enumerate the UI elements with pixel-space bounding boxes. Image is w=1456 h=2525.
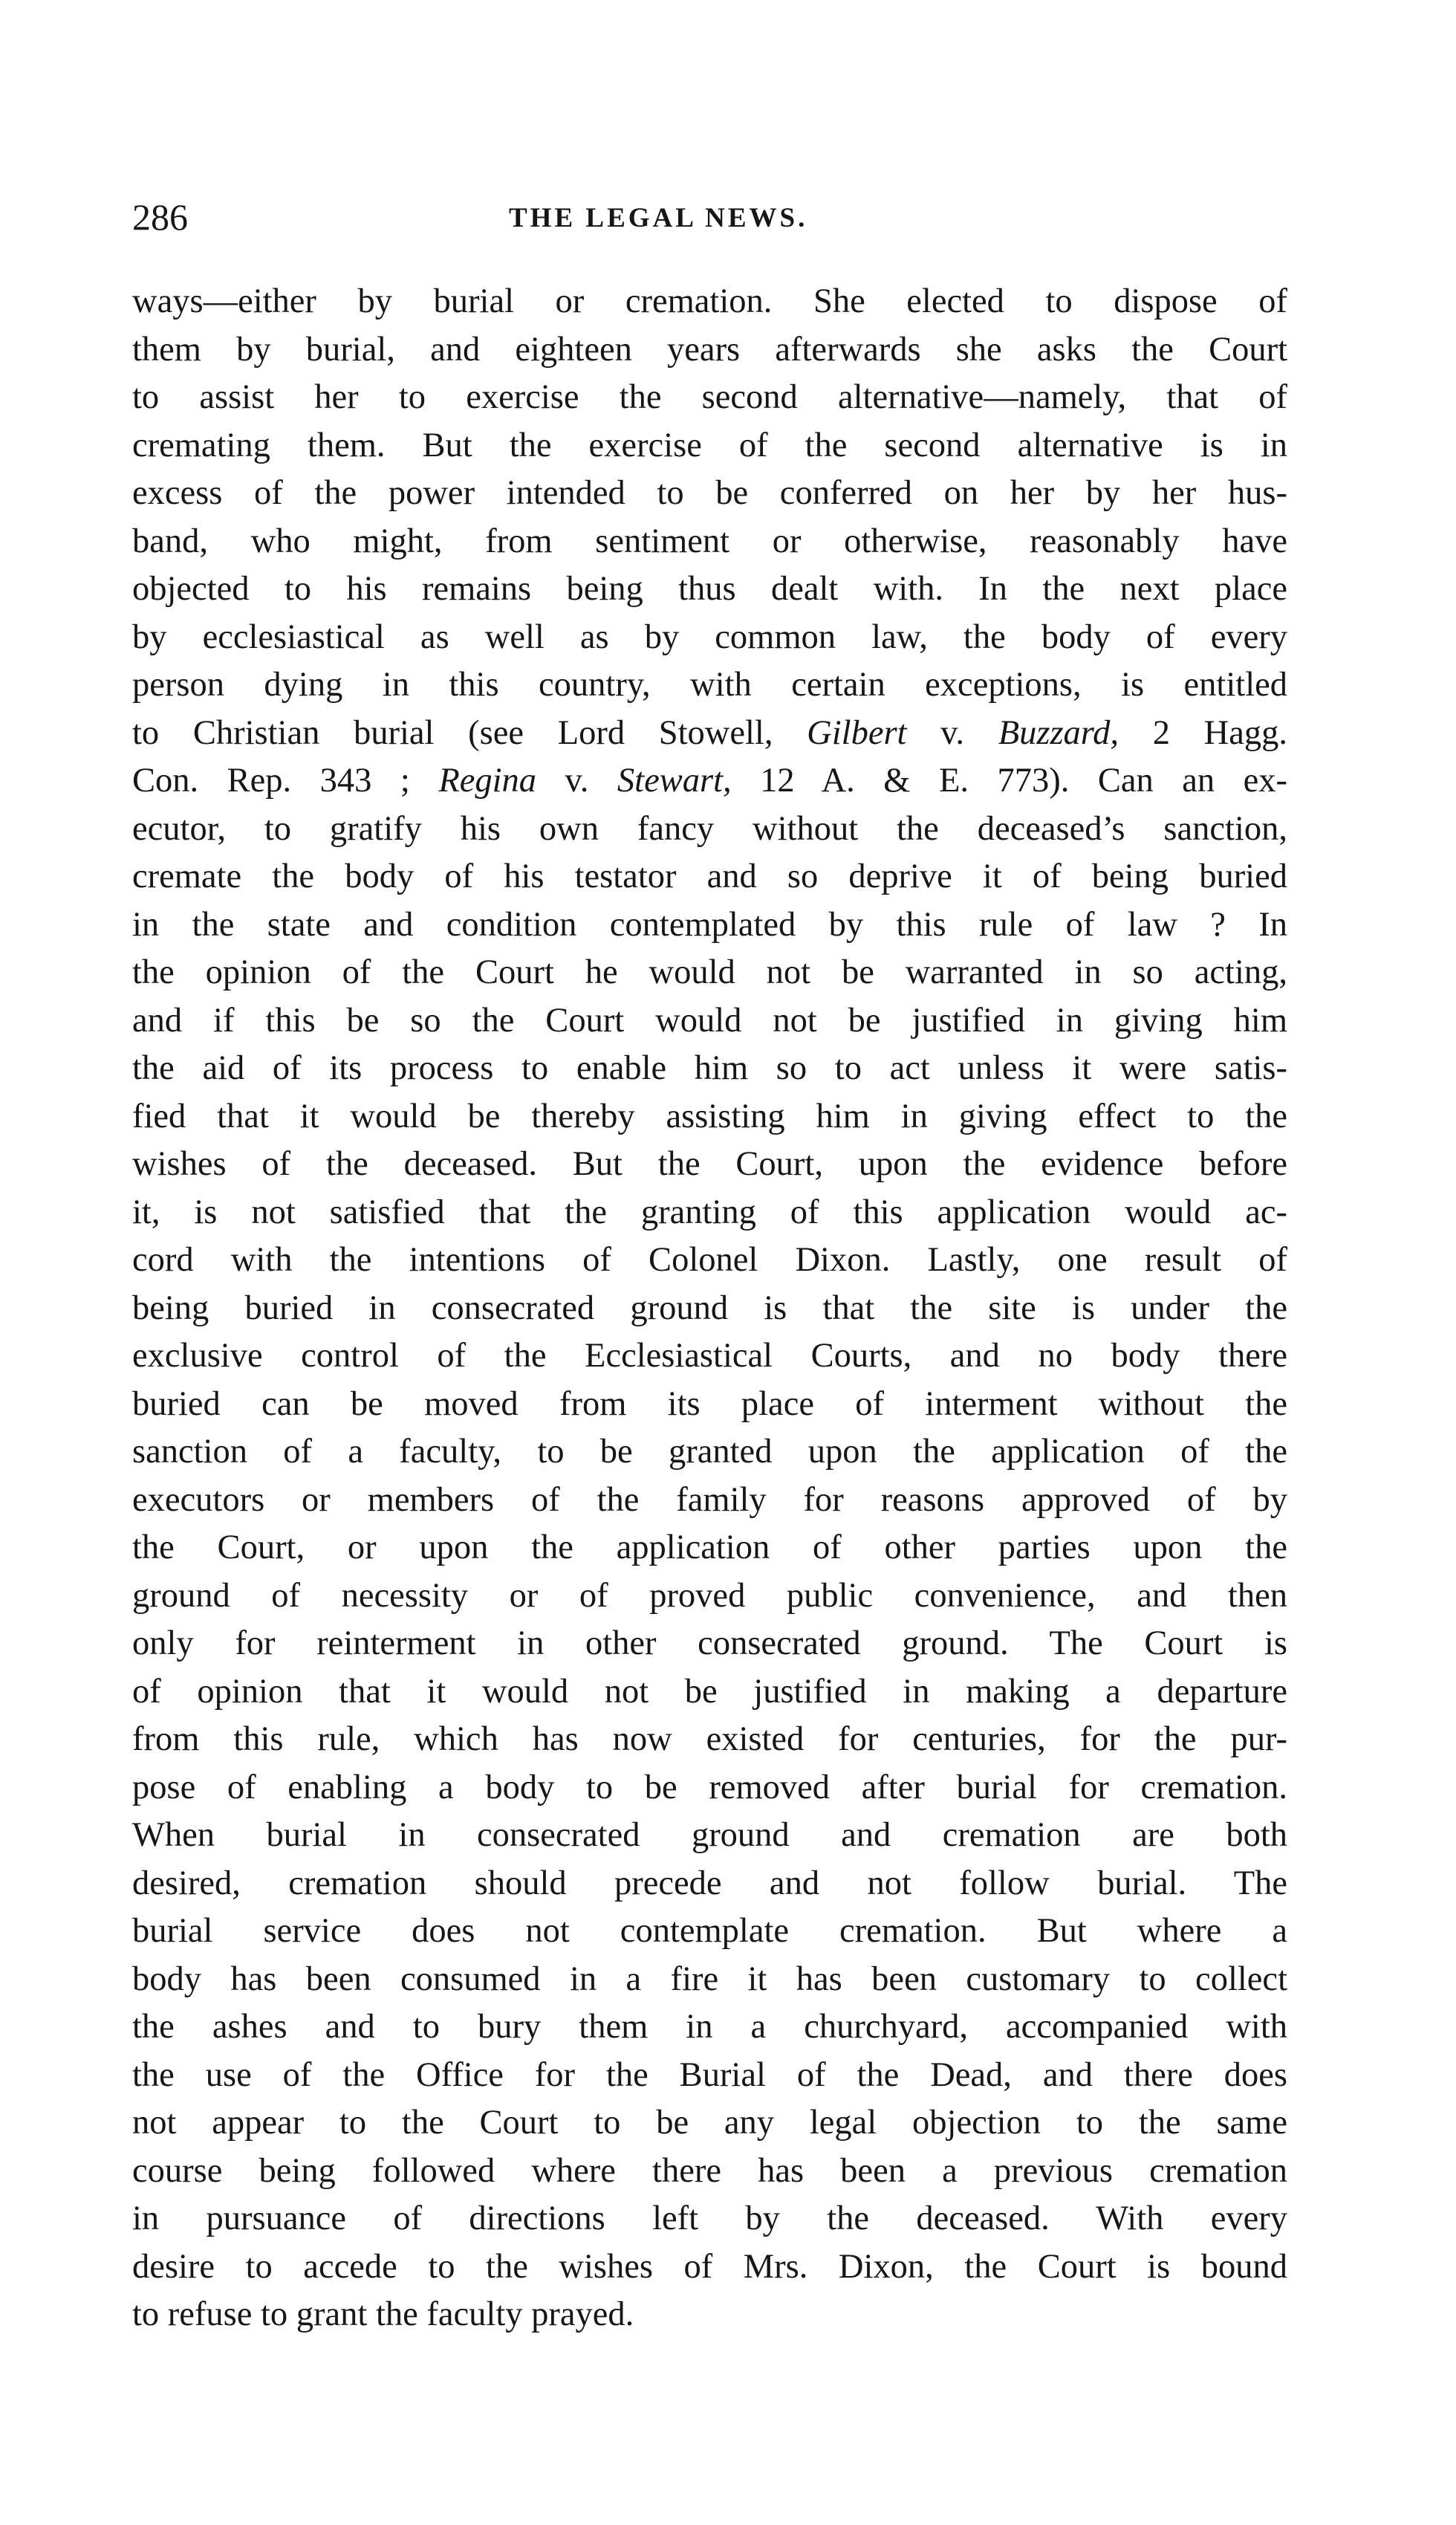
text-line: executors or members of the family for reasons approved of by <box>132 1480 1287 1519</box>
text-line: buried can be moved from its place of interment without the <box>132 1384 1287 1423</box>
text-line: to refuse to grant the faculty prayed. <box>132 2295 634 2333</box>
text-line: the ashes and to bury them in a churchyard, accompanied with <box>132 2008 1287 2046</box>
text-line: excess of the power intended to be conferred on her by her hus- <box>132 474 1287 512</box>
running-title: THE LEGAL NEWS. <box>509 203 808 233</box>
text-line: the aid of its process to enable him so to act unless it were satis- <box>132 1049 1287 1087</box>
text-line: Con. Rep. 343 ; Regina v. Stewart, 12 A. & E. 773). Can an ex- <box>132 762 1287 800</box>
text-line: body has been consumed in a fire it has been customary to collect <box>132 1960 1287 1998</box>
text-line: to Christian burial (see Lord Stowell, Gilbert v. Buzzard, 2 Hagg. <box>132 713 1287 752</box>
body-paragraph <box>132 278 1287 2339</box>
text-line: to assist her to exercise the second alternative—namely, that of <box>132 378 1287 416</box>
text-line: ground of necessity or of proved public convenience, and then <box>132 1576 1287 1615</box>
text-line: in pursuance of directions left by the deceased. With every <box>132 2200 1287 2237</box>
text-line: not appear to the Court to be any legal objection to the same <box>132 2104 1287 2142</box>
text-line: the Court, or upon the application of other parties upon the <box>132 1529 1287 1566</box>
text-line: it, is not satisfied that the granting of this application would ac- <box>132 1193 1287 1231</box>
text-line: course being followed where there has been a previous cremation <box>132 2151 1287 2190</box>
text-line: cord with the intentions of Colonel Dixon. Lastly, one result of <box>132 1241 1287 1279</box>
page-number: 286 <box>132 196 188 238</box>
text-line: the use of the Office for the Burial of the Dead, and there does <box>132 2055 1287 2094</box>
page-header <box>132 195 1291 247</box>
text-line: the opinion of the Court he would not be warranted in so acting, <box>132 953 1287 991</box>
text-line: cremating them. But the exercise of the second alternative is in <box>132 426 1287 464</box>
text-line: person dying in this country, with certain exceptions, is entitled <box>132 666 1287 704</box>
text-line: sanction of a faculty, to be granted upon the application of the <box>132 1433 1287 1471</box>
text-line: being buried in consecrated ground is that the site is under the <box>132 1289 1287 1327</box>
text-line: of opinion that it would not be justified in making a departure <box>132 1672 1287 1711</box>
text-line: in the state and condition contemplated by this rule of law ? In <box>132 905 1287 944</box>
text-line: cremate the body of his testator and so deprive it of being buried <box>132 858 1287 895</box>
text-line: and if this be so the Court would not be justified in giving him <box>132 1001 1287 1040</box>
text-line: from this rule, which has now existed for centuries, for the pur- <box>132 1720 1287 1758</box>
text-line: ecutor, to gratify his own fancy without the deceased’s sanction, <box>132 809 1287 848</box>
text-line: exclusive control of the Ecclesiastical Courts, and no body there <box>132 1337 1287 1375</box>
text-line: by ecclesiastical as well as by common law, the body of every <box>132 618 1287 656</box>
text-line: objected to his remains being thus dealt with. In the next place <box>132 570 1287 608</box>
text-line: only for reinterment in other consecrated ground. The Court is <box>132 1624 1287 1662</box>
text-line: desired, cremation should precede and not follow burial. The <box>132 1864 1287 1902</box>
text-line: pose of enabling a body to be removed after burial for cremation. <box>132 1768 1287 1806</box>
text-line: burial service does not contemplate cremation. But where a <box>132 1912 1287 1950</box>
text-line: fied that it would be thereby assisting him in giving effect to the <box>132 1097 1287 1135</box>
text-line: wishes of the deceased. But the Court, upon the evidence before <box>132 1145 1287 1183</box>
text-line: desire to accede to the wishes of Mrs. Dixon, the Court is bound <box>132 2247 1287 2286</box>
text-line: ways—either by burial or cremation. She elected to dispose of <box>132 282 1287 320</box>
text-line: When burial in consecrated ground and cremation are both <box>132 1816 1287 1854</box>
text-line: them by burial, and eighteen years afterwards she asks the Court <box>132 330 1287 369</box>
text-line: band, who might, from sentiment or otherwise, reasonably have <box>132 522 1287 560</box>
